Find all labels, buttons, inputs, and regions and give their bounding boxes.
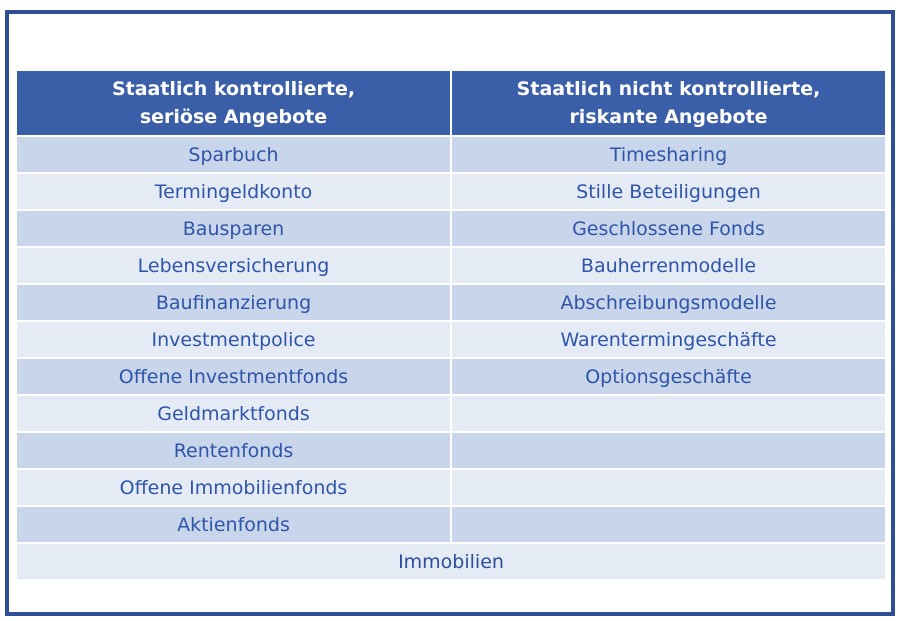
table-row bbox=[17, 174, 885, 211]
table-row bbox=[17, 433, 885, 470]
table-row bbox=[17, 396, 885, 433]
header-uncontrolled: Staatlich nicht kontrollierte, riskante Angebote bbox=[450, 71, 885, 135]
cell-uncontrolled bbox=[450, 433, 885, 468]
cell-uncontrolled bbox=[450, 507, 885, 542]
slide-frame bbox=[5, 10, 895, 616]
table-row bbox=[17, 322, 885, 359]
table-row bbox=[17, 211, 885, 248]
cell-controlled: Lebensversicherung bbox=[137, 254, 330, 277]
cell-uncontrolled: Bauherrenmodelle bbox=[450, 248, 885, 283]
header-controlled: Staatlich kontrollierte, seriöse Angebote bbox=[111, 78, 356, 128]
table-row bbox=[17, 285, 885, 322]
cell-uncontrolled bbox=[450, 470, 885, 505]
cell-uncontrolled: Warentermingeschäfte bbox=[450, 322, 885, 357]
cell-uncontrolled bbox=[450, 396, 885, 431]
table-row bbox=[17, 470, 885, 507]
cell-uncontrolled: Optionsgeschäfte bbox=[450, 359, 885, 394]
table-row bbox=[17, 137, 885, 174]
cell-uncontrolled: Abschreibungsmodelle bbox=[450, 285, 885, 320]
cell-controlled: Offene Investmentfonds bbox=[118, 365, 349, 388]
cell-controlled: Termingeldkonto bbox=[154, 180, 313, 203]
cell-controlled: Geldmarktfonds bbox=[157, 402, 310, 425]
cell-controlled: Rentenfonds bbox=[173, 439, 294, 462]
comparison-table bbox=[17, 71, 885, 581]
table-header bbox=[17, 71, 885, 137]
table-row bbox=[17, 507, 885, 544]
cell-uncontrolled: Timesharing bbox=[450, 137, 885, 172]
cell-controlled: Bausparen bbox=[182, 217, 285, 240]
cell-shared: Immobilien bbox=[398, 550, 504, 573]
cell-uncontrolled: Geschlossene Fonds bbox=[450, 211, 885, 246]
table-row bbox=[17, 248, 885, 285]
cell-controlled: Offene Immobilienfonds bbox=[119, 476, 348, 499]
cell-controlled: Aktienfonds bbox=[177, 513, 290, 536]
cell-controlled: Sparbuch bbox=[188, 143, 279, 166]
table-footer-row bbox=[17, 544, 885, 581]
cell-controlled: Investmentpolice bbox=[151, 328, 316, 351]
cell-uncontrolled: Stille Beteiligungen bbox=[450, 174, 885, 209]
table-row bbox=[17, 359, 885, 396]
cell-controlled: Baufinanzierung bbox=[155, 291, 312, 314]
